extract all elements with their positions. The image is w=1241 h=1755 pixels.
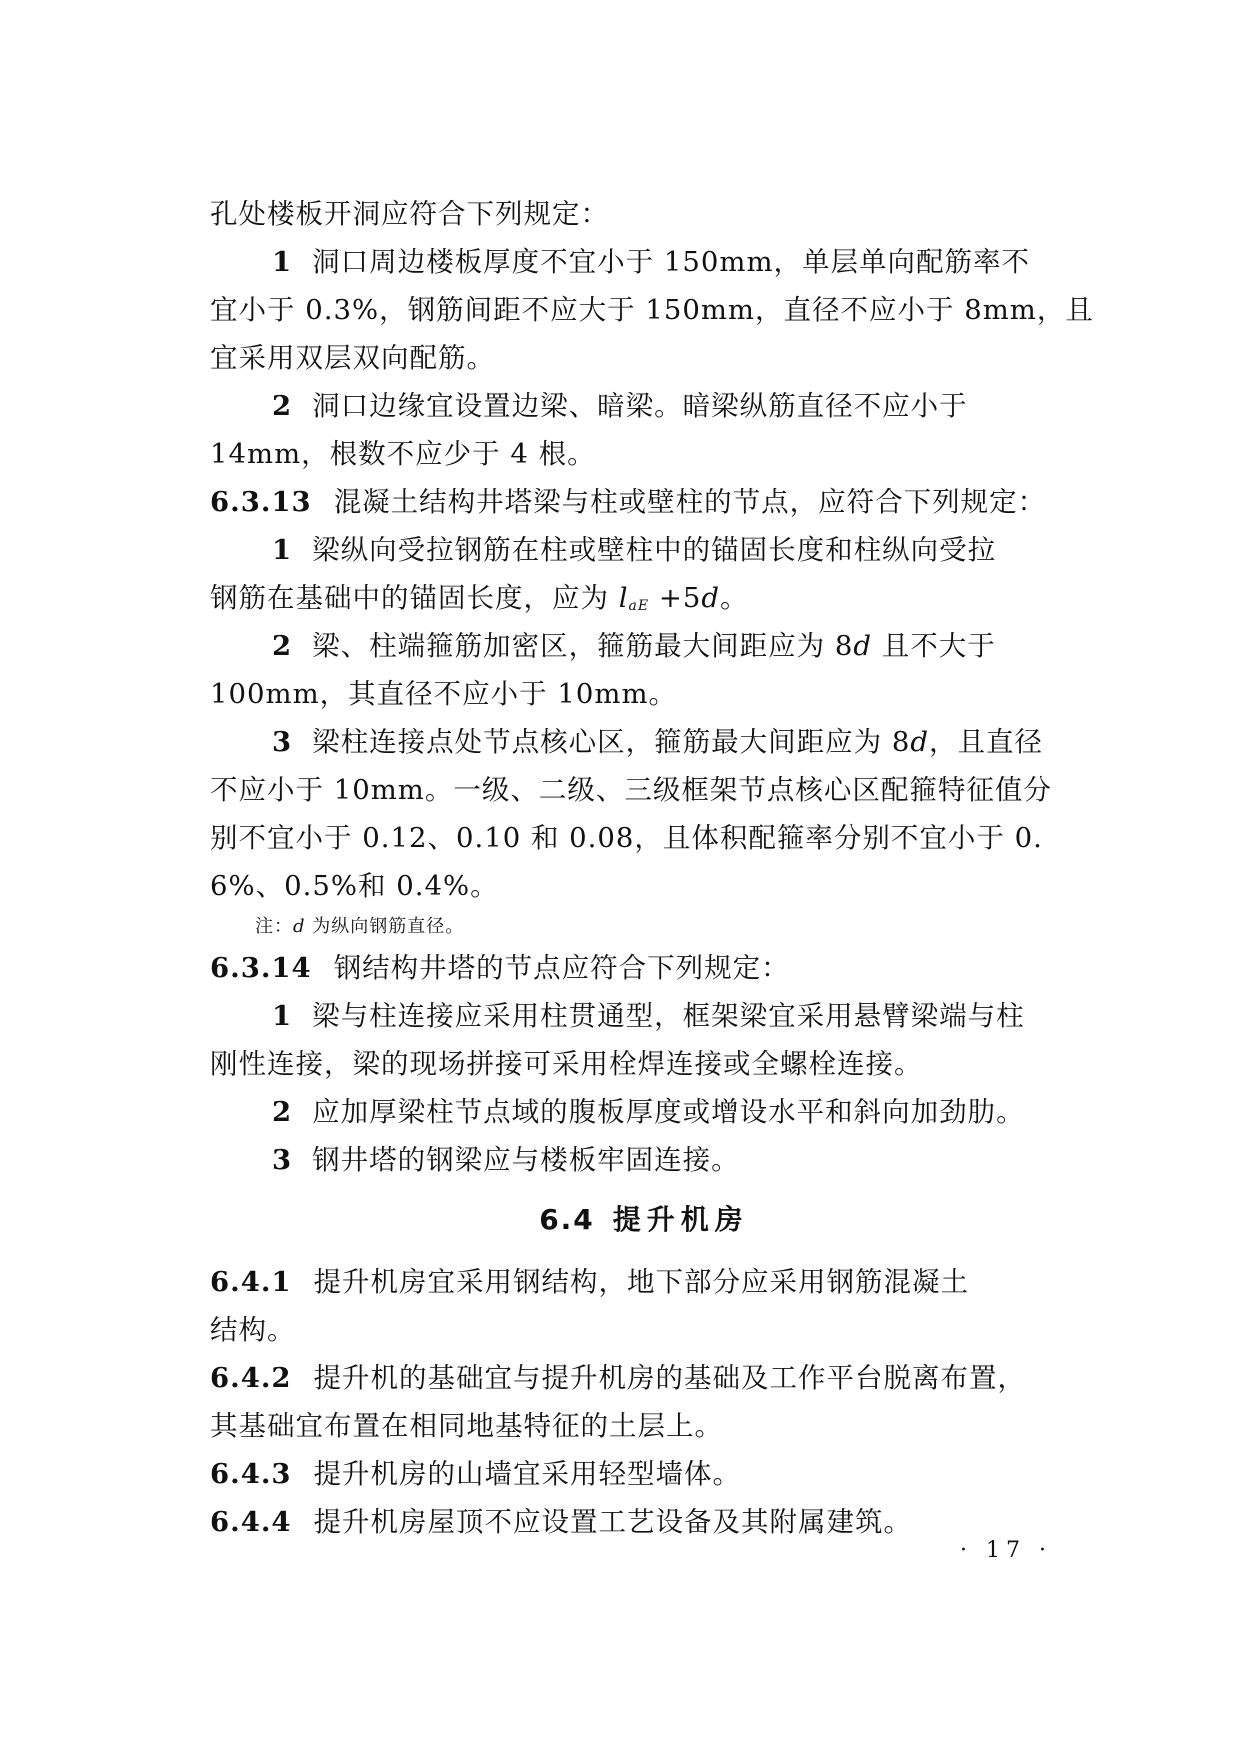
text-line: [210, 1402, 1078, 1450]
clause-number: 6.4.3: [210, 1458, 292, 1490]
text-line: [210, 814, 1078, 862]
list-item-3: [210, 1136, 1078, 1184]
text: 梁柱连接点处节点核心区，箍筋最大间距应为 8: [312, 726, 911, 758]
text: 钢筋在基础中的锚固长度，应为: [210, 582, 619, 614]
list-item-3: [210, 718, 1078, 766]
text: 结构。: [210, 1314, 296, 1346]
item-number: 3: [272, 1144, 293, 1176]
text: 梁纵向受拉钢筋在柱或壁柱中的锚固长度和柱纵向受拉: [312, 534, 997, 566]
symbol-d: d: [853, 630, 872, 662]
text: 14mm，根数不应少于 4 根。: [210, 438, 596, 470]
clause-6-3-14: [210, 944, 1078, 992]
text: 应加厚梁柱节点域的腹板厚度或增设水平和斜向加劲肋。: [312, 1096, 1025, 1128]
text: 梁、柱端箍筋加密区，箍筋最大间距应为 8: [312, 630, 854, 662]
clause-6-4-2: [210, 1354, 1078, 1402]
text: 不应小于 10mm。一级、二级、三级框架节点核心区配箍特征值分: [210, 774, 1052, 806]
list-item-2: [210, 622, 1078, 670]
text: 且不大于: [872, 630, 996, 662]
item-number: 1: [272, 246, 293, 278]
text: 。: [720, 582, 749, 614]
text: 提升机房的山墙宜采用轻型墙体。: [313, 1458, 742, 1490]
text-line: [210, 1040, 1078, 1088]
text: 为纵向钢筋直径。: [305, 916, 465, 937]
list-item-1: [210, 526, 1078, 574]
footnote: [210, 910, 1078, 944]
text: +5: [649, 582, 702, 614]
list-item-1: [210, 238, 1078, 286]
section-title: 提升机房: [612, 1203, 749, 1236]
text: 梁与柱连接应采用柱贯通型，框架梁宜采用悬臂梁端与柱: [312, 1000, 1025, 1032]
symbol-subscript: aE: [628, 598, 650, 614]
clause-6-4-3: [210, 1450, 1078, 1498]
text-line: [210, 862, 1078, 910]
text-line: [210, 286, 1094, 334]
text-line: [210, 766, 1078, 814]
list-item-1: [210, 992, 1078, 1040]
text-line: [210, 670, 1078, 718]
item-number: 2: [272, 630, 293, 662]
list-item-2: [210, 382, 1078, 430]
section-heading: [210, 1188, 1078, 1252]
text: 100mm，其直径不应小于 10mm。: [210, 678, 678, 710]
symbol-d: d: [701, 582, 721, 614]
text: 混凝土结构井塔梁与柱或壁柱的节点，应符合下列规定：: [333, 486, 1047, 518]
text: 孔处楼板开洞应符合下列规定：: [210, 198, 609, 230]
text: 宜采用双层双向配筋。: [210, 342, 495, 374]
text: 别不宜小于 0.12、0.10 和 0.08，且体积配箍率分别不宜小于 0.: [210, 822, 1043, 854]
text: 钢结构井塔的节点应符合下列规定：: [333, 952, 790, 984]
item-number: 2: [272, 1096, 293, 1128]
symbol-d: d: [293, 916, 306, 937]
clause-6-4-4: [210, 1498, 1078, 1546]
text-line: [210, 190, 1078, 238]
text: 洞口边缘宜设置边梁、暗梁。暗梁纵筋直径不应小于: [312, 390, 968, 422]
clause-number: 6.3.14: [210, 952, 312, 984]
text: 提升机房屋顶不应设置工艺设备及其附属建筑。: [313, 1506, 913, 1538]
text-line: [210, 574, 1078, 622]
item-number: 1: [272, 1000, 293, 1032]
clause-6-4-1: [210, 1258, 1078, 1306]
text: 提升机房宜采用钢结构，地下部分应采用钢筋混凝土: [313, 1266, 970, 1298]
text-line: [210, 430, 1078, 478]
page-number: · 17 ·: [960, 1538, 1052, 1563]
text: 其基础宜布置在相同地基特征的土层上。: [210, 1410, 723, 1442]
clause-6-3-13: [210, 478, 1078, 526]
symbol-l: l: [618, 582, 629, 614]
text: 刚性连接，梁的现场拼接可采用栓焊连接或全螺栓连接。: [210, 1048, 923, 1080]
text: 钢井塔的钢梁应与楼板牢固连接。: [312, 1144, 740, 1176]
section-number: 6.4: [539, 1203, 595, 1236]
clause-number: 6.3.13: [210, 486, 312, 518]
text: 6%、0.5%和 0.4%。: [210, 870, 499, 902]
text: ，且直径: [929, 726, 1043, 758]
clause-number: 6.4.4: [210, 1506, 292, 1538]
item-number: 2: [272, 390, 293, 422]
text-line: [210, 334, 1078, 382]
text: 洞口周边楼板厚度不宜小于 150mm，单层单向配筋率不: [312, 246, 1031, 278]
item-number: 3: [272, 726, 293, 758]
clause-number: 6.4.1: [210, 1266, 292, 1298]
text-line: [210, 1306, 1078, 1354]
item-number: 1: [272, 534, 293, 566]
list-item-2: [210, 1088, 1078, 1136]
text: 提升机的基础宜与提升机房的基础及工作平台脱离布置，: [313, 1362, 1027, 1394]
clause-number: 6.4.2: [210, 1362, 292, 1394]
text: 注：: [255, 916, 293, 937]
document-body: [210, 190, 1094, 1546]
text: 宜小于 0.3%，钢筋间距不应大于 150mm，直径不应小于 8mm，且: [210, 294, 1094, 326]
symbol-d: d: [910, 726, 929, 758]
